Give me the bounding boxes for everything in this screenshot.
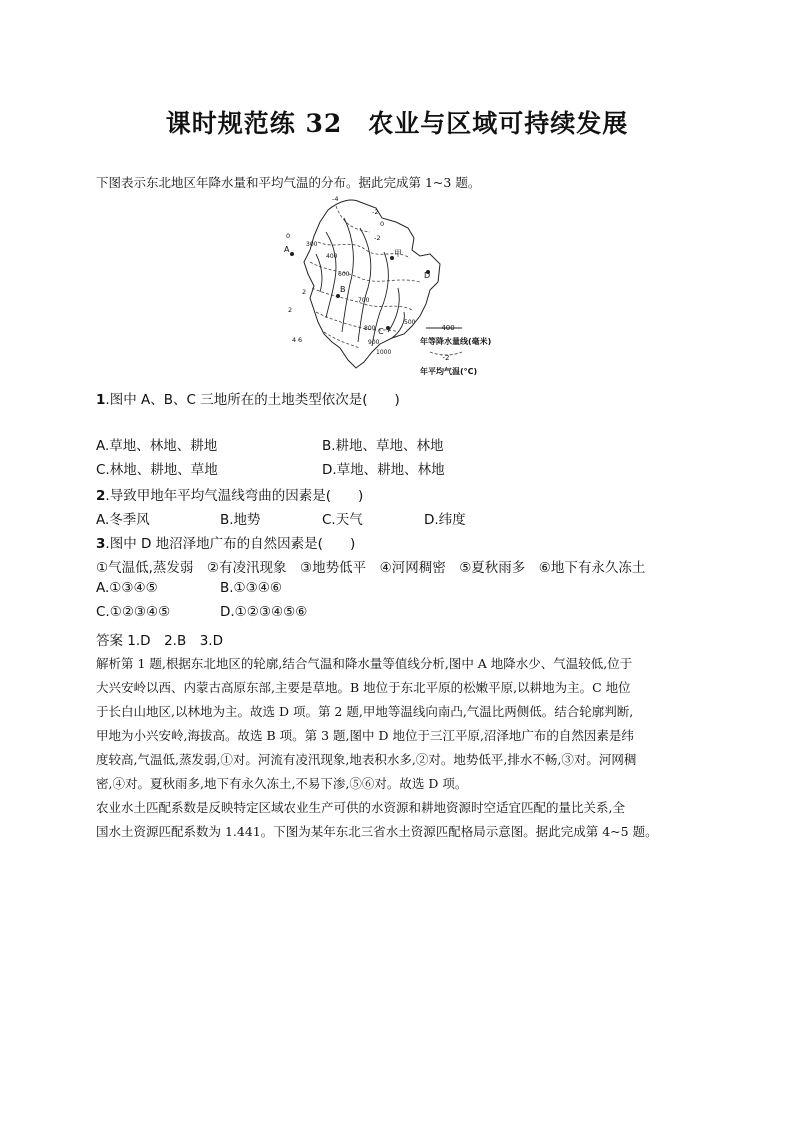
legend-temp-value: -2: [442, 354, 450, 362]
q3-option-b: B.①③④⑥: [220, 580, 282, 596]
intro-text-1: 下图表示东北地区年降水量和平均气温的分布。据此完成第 1~3 题。: [96, 175, 481, 190]
point-b: [336, 294, 340, 298]
q2-option-a: A.冬季风: [96, 512, 150, 528]
label-2a: 2: [288, 306, 293, 314]
point-c: [386, 326, 390, 330]
q1-option-d: D.草地、耕地、林地: [322, 462, 445, 478]
analysis-line: 度较高,气温低,蒸发弱,①对。河流有凌汛现象,地表积水多,②对。地势低平,排水不畅,③对。河网稠: [96, 752, 637, 767]
map-legend: [420, 324, 491, 376]
label-b: B: [340, 285, 346, 294]
question-1: 1.图中 A、B、C 三地所在的土地类型依次是( ): [96, 392, 400, 408]
q2-option-d: D.纬度: [424, 512, 466, 528]
label-900: 900: [368, 339, 380, 346]
analysis-line: 大兴安岭以西、内蒙古高原东部,主要是草地。B 地位于东北平原的松嫩平原,以耕地为主。C 地位: [96, 680, 631, 695]
label-2b: 2: [302, 288, 307, 296]
label-500: 500: [404, 319, 416, 326]
label-600: 600: [338, 271, 350, 278]
q3-factors: ①气温低,蒸发弱 ②有凌汛现象 ③地势低平 ④河网稠密 ⑤夏秋雨多 ⑥地下有永久冻土: [96, 560, 646, 576]
legend-precip-value: 400: [441, 324, 455, 332]
question-3-number: 3: [96, 536, 106, 552]
q3-option-d: D.①②③④⑤⑥: [220, 604, 308, 620]
q1-option-a: A.草地、林地、耕地: [96, 438, 218, 454]
q3-option-a: A.①③④⑤: [96, 580, 158, 596]
label-neg2a: -2: [372, 208, 379, 216]
label-800: 800: [364, 325, 376, 332]
intro-text-2: 国水土资源匹配系数为 1.441。下图为某年东北三省水土资源匹配格局示意图。据此完成第 4~5 题。: [96, 824, 658, 839]
label-700: 700: [358, 297, 370, 304]
q1-option-b: B.耕地、草地、林地: [322, 438, 444, 454]
q3-option-c: C.①②③④⑤: [96, 604, 171, 620]
label-a: A: [284, 245, 290, 254]
label-d: D: [424, 271, 431, 280]
label-c: C: [378, 327, 384, 336]
analysis-line: 甲地为小兴安岭,海拔高。故选 B 项。第 3 题,图中 D 地位于三江平原,沼泽地广布的自然因素是纬: [96, 728, 634, 743]
legend-temp-label: 年平均气温(°C): [420, 367, 478, 376]
question-1-number: 1: [96, 392, 106, 408]
label-jia: 甲: [394, 249, 402, 258]
intro-text-2: 农业水土匹配系数是反映特定区域农业生产可供的水资源和耕地资源时空适宜匹配的量比关系,全: [96, 800, 625, 815]
question-2-stem: 导致甲地年平均气温线弯曲的因素是( ): [109, 488, 364, 504]
temp-isoline-neg4: [336, 206, 370, 232]
analysis-line: 解析第 1 题,根据东北地区的轮廓,结合气温和降水量等值线分析,图中 A 地降水少、气温较低,位于: [96, 656, 633, 671]
answer-line: 答案 1.D 2.B 3.D: [96, 633, 223, 649]
precip-isoline-800: [388, 288, 399, 332]
label-0a: 0: [286, 232, 291, 240]
page-title: 课时规范练 32 农业与区域可持续发展: [165, 109, 629, 138]
label-400: 400: [326, 253, 338, 260]
precip-isoline-300: [316, 254, 322, 292]
northeast-china-map: [280, 192, 520, 378]
temp-isoline-0: [310, 262, 420, 282]
question-2-number: 2: [96, 488, 106, 504]
label-neg4: -4: [332, 195, 339, 203]
q2-option-b: B.地势: [220, 512, 261, 528]
label-6: 6: [298, 336, 303, 344]
question-3: 3.图中 D 地沼泽地广布的自然因素是( ): [96, 536, 356, 552]
label-4: 4: [292, 336, 297, 344]
q2-option-c: C.天气: [322, 512, 363, 528]
temp-isoline-4: [316, 312, 398, 332]
question-1-stem: 图中 A、B、C 三地所在的土地类型依次是( ): [109, 392, 400, 408]
analysis-line: 于长白山地区,以林地为主。故选 D 项。第 2 题,甲地等温线向南凸,气温比两侧低。结合轮廓判断,: [96, 704, 634, 719]
label-0b: 0: [380, 220, 385, 228]
q1-option-c: C.林地、耕地、草地: [96, 462, 218, 478]
label-neg2b: -2: [374, 234, 381, 242]
point-a: [290, 252, 294, 256]
legend-precip-label: 年等降水量线(毫米): [420, 337, 492, 346]
analysis-line: 密,④对。夏秋雨多,地下有永久冻土,不易下渗,⑤⑥对。故选 D 项。: [96, 776, 468, 791]
label-1000: 1000: [376, 349, 392, 356]
question-3-stem: 图中 D 地沼泽地广布的自然因素是( ): [109, 536, 356, 552]
label-300: 300: [306, 241, 318, 248]
question-2: 2.导致甲地年平均气温线弯曲的因素是( ): [96, 488, 364, 504]
